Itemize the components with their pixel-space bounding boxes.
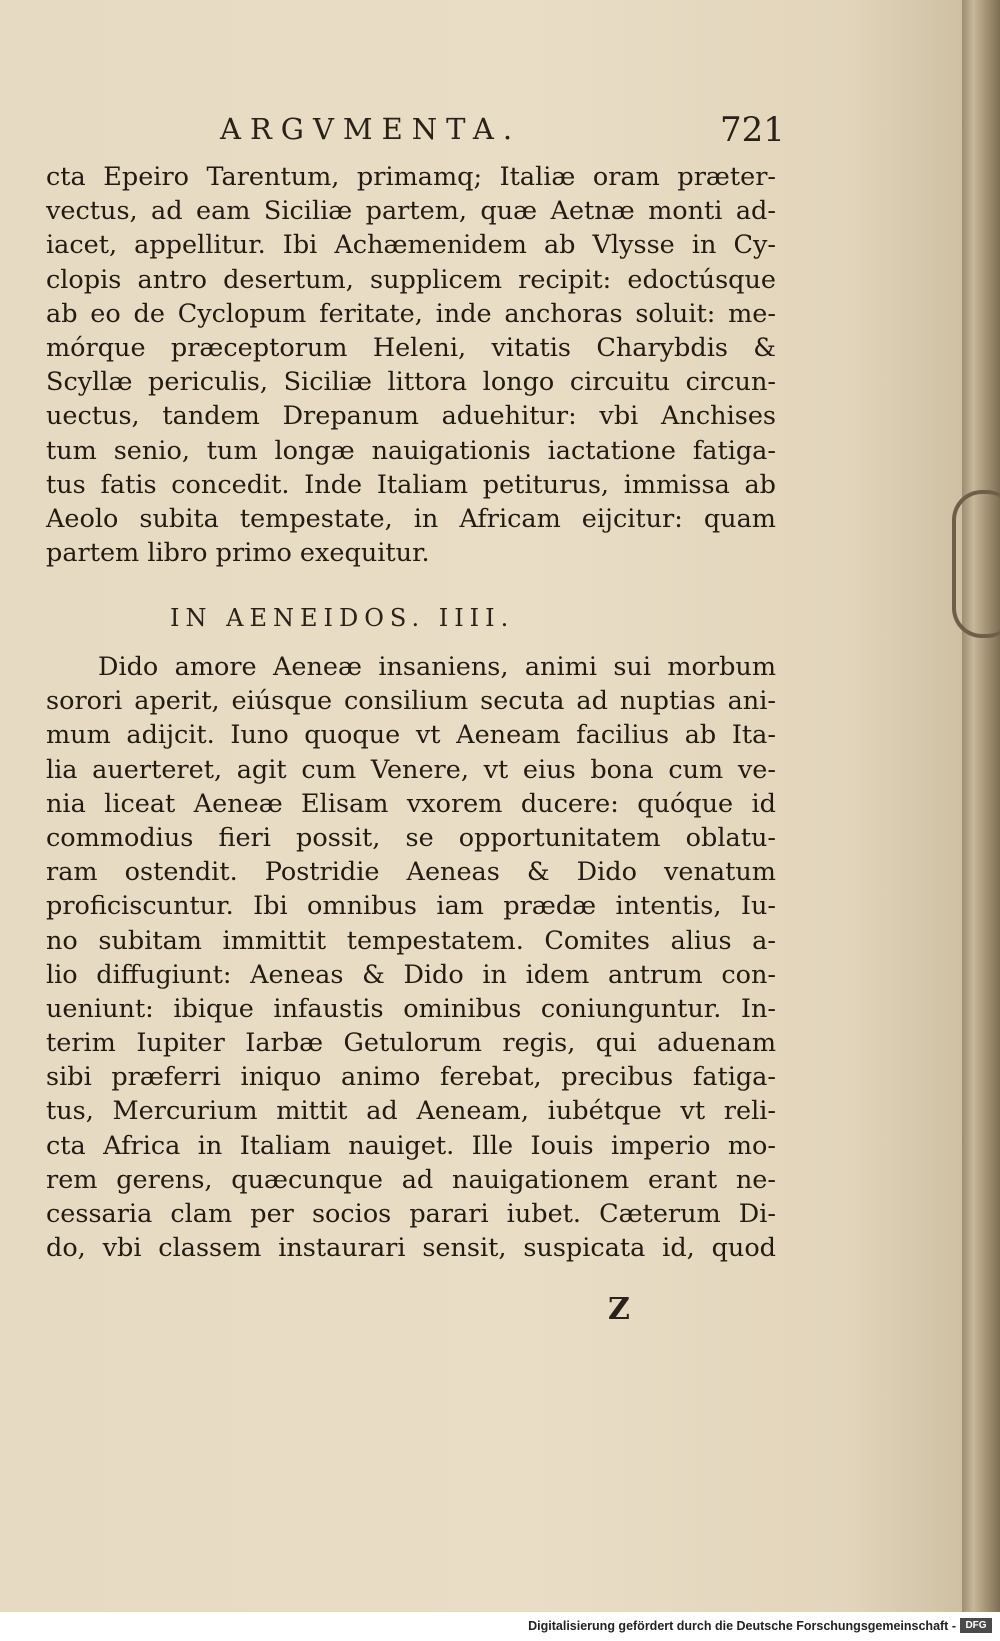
footer (0, 1612, 1000, 1641)
text-line: do, vbi classem instaurari sensit, suspicata id, quod (46, 1233, 776, 1264)
text-line: vectus, ad eam Siciliæ partem, quæ Aetnæ monti ad- (46, 196, 776, 227)
text-line: lio diffugiunt: Aeneas & Dido in idem antrum con- (46, 959, 776, 990)
text-line: clopis antro desertum, supplicem recipit: edoctúsque (46, 264, 776, 295)
footer-credit: Digitalisierung gefördert durch die Deutsche Forschungsgemeinschaft - (528, 1619, 956, 1633)
clasp-icon (952, 490, 1000, 638)
text-line: iacet, appellitur. Ibi Achæmenidem ab Vlysse in Cy- (46, 230, 776, 261)
text-line: ueniunt: ibique infaustis ominibus coniunguntur. In- (46, 993, 776, 1024)
text-line: no subitam immittit tempestatem. Comites alius a- (46, 925, 776, 956)
text-line: uectus, tandem Drepanum aduehitur: vbi Anchises (46, 401, 776, 432)
section-heading: IN AENEIDOS. IIII. (170, 604, 515, 632)
text-line: ram ostendit. Postridie Aeneas & Dido venatum (46, 857, 776, 888)
page-header (0, 112, 962, 152)
text-line: sibi præferri iniquo animo ferebat, precibus fatiga- (46, 1062, 776, 1093)
text-line: mum adijcit. Iuno quoque vt Aeneam facilius ab Ita- (46, 720, 776, 751)
text-line: ab eo de Cyclopum feritate, inde anchoras soluit: me- (46, 298, 776, 329)
text-line: mórque præceptorum Heleni, vitatis Charybdis & (46, 332, 776, 363)
text-line: tus fatis concedit. Inde Italiam petiturus, immissa ab (46, 469, 776, 500)
paragraph-top (46, 160, 776, 570)
text-line: partem libro primo exequitur. (46, 538, 430, 569)
signature-mark: Z (608, 1292, 630, 1327)
text-line: commodius fieri possit, se opportunitatem oblatu- (46, 822, 776, 853)
text-line: sorori aperit, eiúsque consilium secuta ad nuptias ani- (46, 686, 776, 717)
paragraph-bottom (46, 650, 776, 1265)
text-line: cta Epeiro Tarentum, primamq; Italiæ oram præter- (46, 162, 776, 192)
running-head: ARGVMENTA. (220, 112, 522, 146)
text-line: cta Africa in Italiam nauiget. Ille Iouis imperio mo- (46, 1130, 776, 1161)
text-line: Dido amore Aeneæ insaniens, animi sui morbum (98, 652, 776, 682)
text-line: cessaria clam per socios parari iubet. Cæterum Di- (46, 1199, 776, 1229)
text-line: Aeolo subita tempestate, in Africam eijcitur: quam (46, 503, 776, 534)
dfg-logo-icon: DFG (960, 1618, 992, 1633)
text-line: nia liceat Aeneæ Elisam vxorem ducere: quóque id (46, 788, 776, 819)
text-line: terim Iupiter Iarbæ Getulorum regis, qui aduenam (46, 1028, 776, 1059)
book-edge (962, 0, 1000, 1612)
text-line: tum senio, tum longæ nauigationis iactatione fatiga- (46, 435, 776, 466)
text-line: tus, Mercurium mittit ad Aeneam, iubétque vt reli- (46, 1096, 776, 1127)
text-line: Scyllæ periculis, Siciliæ littora longo circuitu circun- (46, 367, 776, 398)
text-line: lia auerteret, agit cum Venere, vt eius bona cum ve- (46, 754, 776, 785)
text-line: proficiscuntur. Ibi omnibus iam prædæ intentis, Iu- (46, 891, 776, 922)
page-number: 721 (720, 110, 785, 150)
text-line: rem gerens, quæcunque ad nauigationem erant ne- (46, 1164, 776, 1195)
